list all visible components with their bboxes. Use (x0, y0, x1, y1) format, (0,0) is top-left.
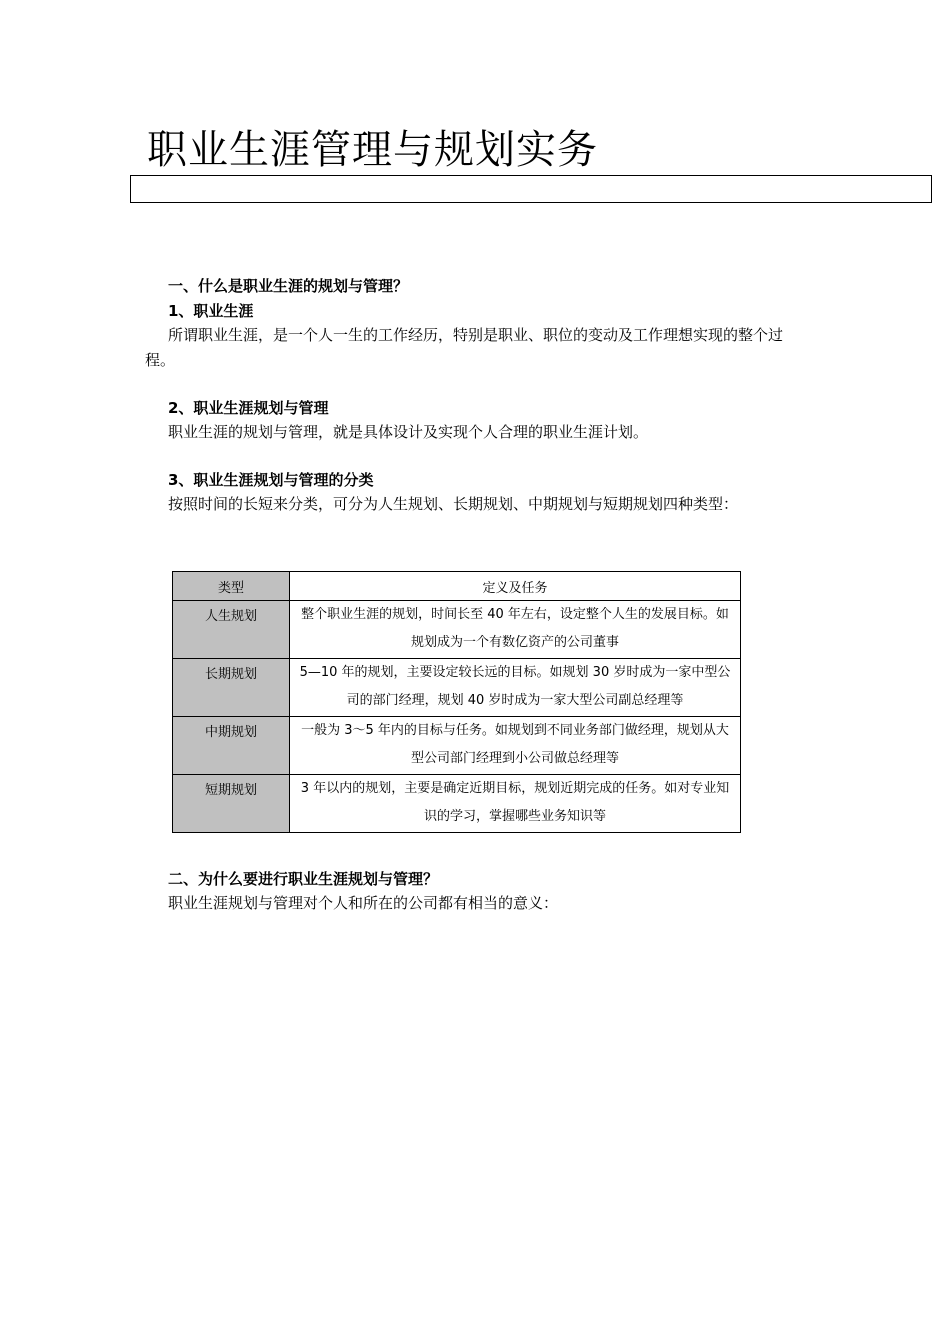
subsection-2-heading: 2、职业生涯规划与管理 (168, 399, 329, 417)
section-2-heading: 二、为什么要进行职业生涯规划与管理？ (168, 870, 439, 888)
subsection-3-heading: 3、职业生涯规划与管理的分类 (168, 471, 374, 489)
table-cell-definition: 一般为 3～5 年内的目标与任务。如规划到不同业务部门做经理，规划从大型公司部门经理到小公司做总经理等 (290, 717, 741, 775)
career-plan-types-table (172, 571, 741, 833)
table-row (173, 601, 741, 659)
table-header-type: 类型 (173, 572, 290, 601)
table-row (173, 717, 741, 775)
table-row (173, 775, 741, 833)
table-cell-type: 人生规划 (173, 601, 290, 659)
table-row (173, 659, 741, 717)
table-cell-type: 中期规划 (173, 717, 290, 775)
table-header-row (173, 572, 741, 601)
table-cell-definition: 整个职业生涯的规划，时间长至 40 年左右，设定整个人生的发展目标。如规划成为一个有数亿资产的公司董事 (290, 601, 741, 659)
table-cell-definition: 3 年以内的规划，主要是确定近期目标，规划近期完成的任务。如对专业知识的学习，掌握哪些业务知识等 (290, 775, 741, 833)
section-1-heading: 一、什么是职业生涯的规划与管理？ (168, 277, 409, 295)
document-title: 职业生涯管理与规划实务 (147, 127, 598, 173)
table-header-definition: 定义及任务 (290, 572, 741, 601)
subsection-1-text: 所谓职业生涯，是一个人一生的工作经历，特别是职业、职位的变动及工作理想实现的整个过程。 (145, 326, 784, 369)
subsection-1-heading: 1、职业生涯 (168, 302, 254, 320)
table-cell-type: 长期规划 (173, 659, 290, 717)
subsection-2-text: 职业生涯的规划与管理，就是具体设计及实现个人合理的职业生涯计划。 (168, 423, 649, 441)
section-2-text: 职业生涯规划与管理对个人和所在的公司都有相当的意义： (168, 894, 559, 912)
table-cell-type: 短期规划 (173, 775, 290, 833)
table-cell-definition: 5—10 年的规划，主要设定较长远的目标。如规划 30 岁时成为一家中型公司的部门经理，规划 40 岁时成为一家大型公司副总经理等 (290, 659, 741, 717)
title-underline-box (130, 175, 932, 203)
subsection-3-text: 按照时间的长短来分类，可分为人生规划、长期规划、中期规划与短期规划四种类型： (168, 495, 739, 513)
